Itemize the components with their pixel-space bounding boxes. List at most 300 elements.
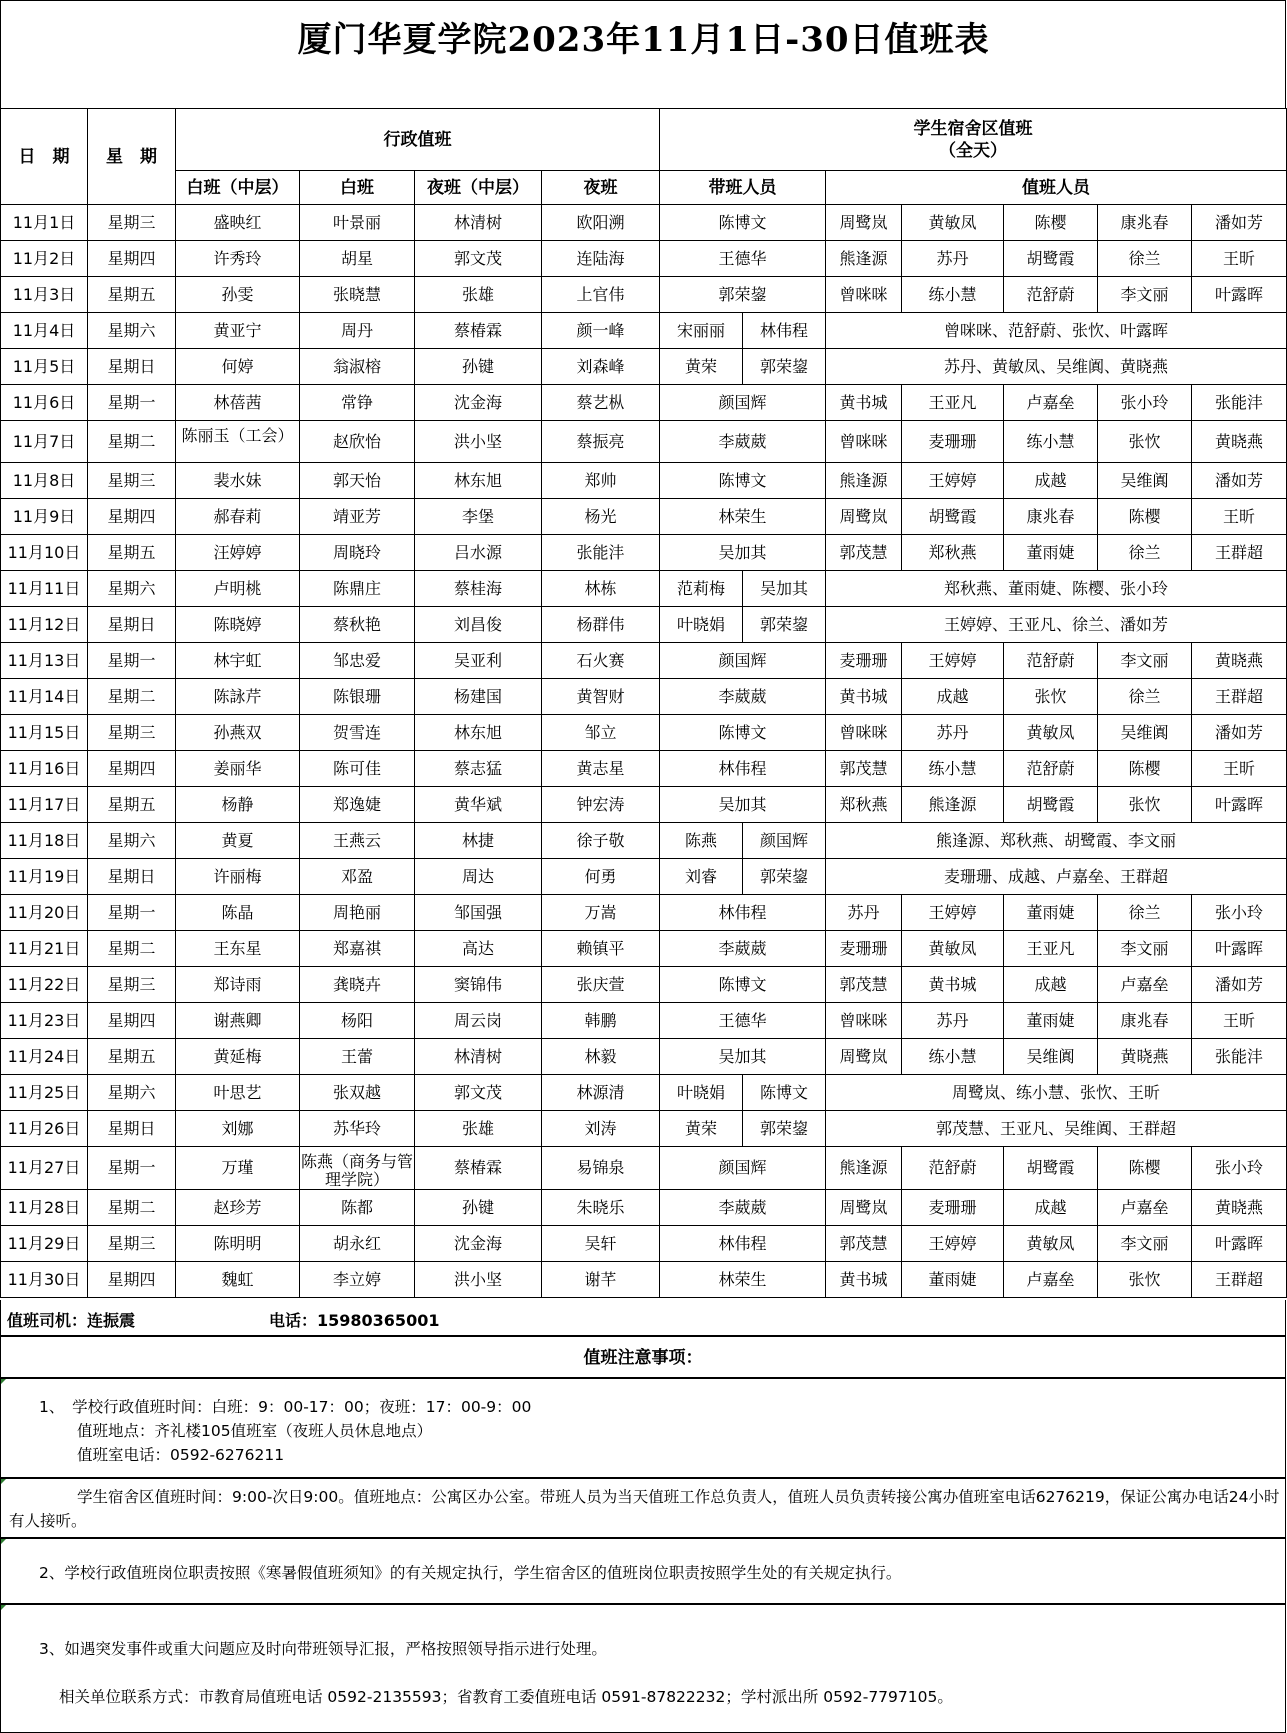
- note-2-text: 2、学校行政值班岗位职责按照《寒暑假值班须知》的有关规定执行，学生宿舍区的值班岗位职责按照学生处的有关规定执行。: [39, 1564, 902, 1582]
- cell-day: 周丹: [300, 313, 415, 349]
- cell-marker: [1, 1539, 6, 1544]
- cell-night-mid: 刘昌俊: [415, 607, 542, 643]
- cell-staff: 黄晓燕: [1098, 1039, 1192, 1075]
- cell-night: 杨群伟: [542, 607, 660, 643]
- cell-night-mid: 张雄: [415, 277, 542, 313]
- cell-night: 蔡振亮: [542, 421, 660, 463]
- cell-staff: 卢嘉垒: [1098, 1190, 1192, 1226]
- cell-day: 周晓玲: [300, 535, 415, 571]
- cell-night-mid: 蔡椿霖: [415, 313, 542, 349]
- cell-weekday: 星期四: [88, 241, 176, 277]
- cell-staff: 张小玲: [1192, 1147, 1287, 1190]
- cell-day-mid: 陈明明: [176, 1226, 300, 1262]
- cell-staff: 卢嘉垒: [1098, 967, 1192, 1003]
- cell-staff: 熊逢源: [826, 1147, 902, 1190]
- cell-staff: 练小慧: [902, 751, 1004, 787]
- cell-date: 11月2日: [1, 241, 88, 277]
- table-row: [1, 787, 1287, 823]
- cell-leader: 郭荣鋆: [743, 859, 826, 895]
- cell-leader: 李葳葳: [660, 931, 826, 967]
- cell-day-mid: 黄亚宁: [176, 313, 300, 349]
- table-row: [1, 715, 1287, 751]
- cell-staff: 成越: [1004, 1190, 1098, 1226]
- cell-night-mid: 蔡椿霖: [415, 1147, 542, 1190]
- cell-staff: 李文丽: [1098, 643, 1192, 679]
- cell-staff: 黄敏凤: [1004, 715, 1098, 751]
- driver-label: 值班司机：连振震: [7, 1311, 136, 1330]
- cell-staff: 董雨婕: [1004, 895, 1098, 931]
- note-dorm-text: 学生宿舍区值班时间：9:00-次日9:00。值班地点：公寓区办公室。带班人员为当天值班工作总负责人，值班人员负责转接公寓办值班室电话6276219，保证公寓办电话24小时有人接听。: [9, 1488, 1280, 1530]
- cell-staff: 张忺: [1004, 679, 1098, 715]
- cell-staff: 徐兰: [1098, 679, 1192, 715]
- cell-leader: 宋丽丽: [660, 313, 743, 349]
- note-1-line-1: 1、 学校行政值班时间：白班：9：00-17：00；夜班：17：00-9：00: [39, 1398, 532, 1416]
- cell-night-mid: 杨建国: [415, 679, 542, 715]
- cell-staff: 黄书城: [826, 385, 902, 421]
- cell-day-mid: 赵珍芳: [176, 1190, 300, 1226]
- cell-night: 张庆萱: [542, 967, 660, 1003]
- header-weekday: 星 期: [88, 109, 176, 205]
- cell-day: 郭天怡: [300, 463, 415, 499]
- cell-staff: 熊逢源: [902, 787, 1004, 823]
- cell-night-mid: 吕水源: [415, 535, 542, 571]
- cell-date: 11月25日: [1, 1075, 88, 1111]
- cell-night: 郑帅: [542, 463, 660, 499]
- cell-staff: 周鹭岚: [826, 499, 902, 535]
- cell-day: 张晓慧: [300, 277, 415, 313]
- cell-staff: 王群超: [1192, 679, 1287, 715]
- cell-staff: 练小慧: [1004, 421, 1098, 463]
- table-row: [1, 1226, 1287, 1262]
- cell-night-mid: 邹国强: [415, 895, 542, 931]
- cell-weekday: 星期一: [88, 643, 176, 679]
- cell-weekday: 星期三: [88, 967, 176, 1003]
- cell-staff: 潘如芳: [1192, 205, 1287, 241]
- cell-leader: 叶晓娟: [660, 607, 743, 643]
- cell-staff: 曾咪咪: [826, 421, 902, 463]
- cell-weekday: 星期一: [88, 1147, 176, 1190]
- cell-staff: 苏丹: [902, 1003, 1004, 1039]
- cell-night: 上官伟: [542, 277, 660, 313]
- cell-staff: 王婷婷: [902, 1226, 1004, 1262]
- cell-date: 11月29日: [1, 1226, 88, 1262]
- cell-staff: 黄书城: [826, 679, 902, 715]
- cell-leader: 陈燕: [660, 823, 743, 859]
- cell-staff: 张忺: [1098, 1262, 1192, 1298]
- cell-weekday: 星期六: [88, 571, 176, 607]
- cell-staff: 王昕: [1192, 751, 1287, 787]
- cell-staff: 熊逢源: [826, 241, 902, 277]
- cell-day-mid: 杨静: [176, 787, 300, 823]
- cell-staff: 潘如芳: [1192, 967, 1287, 1003]
- cell-leader: 吴加其: [660, 535, 826, 571]
- header-night: 夜班: [542, 171, 660, 205]
- cell-day-mid: 陈晓婷: [176, 607, 300, 643]
- cell-weekday: 星期六: [88, 1075, 176, 1111]
- cell-date: 11月3日: [1, 277, 88, 313]
- driver-row: [0, 1300, 1286, 1336]
- table-row: [1, 967, 1287, 1003]
- cell-weekday: 星期五: [88, 1039, 176, 1075]
- cell-date: 11月4日: [1, 313, 88, 349]
- cell-date: 11月1日: [1, 205, 88, 241]
- cell-date: 11月6日: [1, 385, 88, 421]
- cell-day: 李立婷: [300, 1262, 415, 1298]
- table-row: [1, 1190, 1287, 1226]
- cell-staff: 熊逢源: [826, 463, 902, 499]
- cell-night-mid: 黄华斌: [415, 787, 542, 823]
- cell-staff: 王婷婷: [902, 643, 1004, 679]
- cell-day-mid: 孙燕双: [176, 715, 300, 751]
- cell-staff: 李文丽: [1098, 1226, 1192, 1262]
- cell-staff: 叶露晖: [1192, 931, 1287, 967]
- cell-staff: 麦珊珊: [902, 1190, 1004, 1226]
- cell-weekday: 星期三: [88, 205, 176, 241]
- cell-date: 11月28日: [1, 1190, 88, 1226]
- note-1-line-3: 值班室电话：0592-6276211: [77, 1446, 285, 1464]
- cell-night: 石火赛: [542, 643, 660, 679]
- cell-leader: 林伟程: [660, 895, 826, 931]
- cell-staff: 黄书城: [902, 967, 1004, 1003]
- cell-marker: [1, 1605, 6, 1610]
- cell-staff: 黄敏凤: [902, 205, 1004, 241]
- cell-leader: 叶晓娟: [660, 1075, 743, 1111]
- cell-night: 刘森峰: [542, 349, 660, 385]
- cell-staff: 董雨婕: [1004, 535, 1098, 571]
- cell-staff: 成越: [1004, 967, 1098, 1003]
- cell-day: 周艳丽: [300, 895, 415, 931]
- cell-day: 翁淑榕: [300, 349, 415, 385]
- cell-leader: 黄荣: [660, 1111, 743, 1147]
- cell-staff: 康兆春: [1004, 499, 1098, 535]
- cell-night: 颜一峰: [542, 313, 660, 349]
- cell-date: 11月7日: [1, 421, 88, 463]
- cell-staff: 李文丽: [1098, 277, 1192, 313]
- cell-day-mid: 郑诗雨: [176, 967, 300, 1003]
- cell-night-mid: 窦锦伟: [415, 967, 542, 1003]
- cell-leader: 郭荣鋆: [743, 607, 826, 643]
- table-row: [1, 241, 1287, 277]
- cell-staff: 麦珊珊: [826, 643, 902, 679]
- cell-staff: 康兆春: [1098, 205, 1192, 241]
- cell-day: 蔡秋艳: [300, 607, 415, 643]
- cell-staff: 郭茂慧: [826, 967, 902, 1003]
- contacts-text: 相关单位联系方式：市教育局值班电话 0592-2135593；省教育工委值班电话 0591-87822232；学村派出所 0592-7797105。: [59, 1688, 953, 1706]
- table-row: [1, 571, 1287, 607]
- cell-day: 胡永红: [300, 1226, 415, 1262]
- table-row: [1, 1262, 1287, 1298]
- cell-marker: [1, 1379, 6, 1384]
- cell-staff: 黄晓燕: [1192, 421, 1287, 463]
- cell-weekday: 星期三: [88, 715, 176, 751]
- cell-night-mid: 蔡桂海: [415, 571, 542, 607]
- cell-leader: 陈博文: [660, 463, 826, 499]
- cell-night: 连陆海: [542, 241, 660, 277]
- cell-staff: 周鹭岚: [826, 205, 902, 241]
- cell-weekday: 星期三: [88, 1226, 176, 1262]
- cell-night-mid: 郭文茂: [415, 241, 542, 277]
- cell-night-mid: 吴亚利: [415, 643, 542, 679]
- cell-night: 杨光: [542, 499, 660, 535]
- cell-leader: 林伟程: [660, 751, 826, 787]
- cell-staff: 王婷婷: [902, 463, 1004, 499]
- cell-night-mid: 郭文茂: [415, 1075, 542, 1111]
- cell-staff-group: 曾咪咪、范舒蔚、张忺、叶露晖: [826, 313, 1287, 349]
- note-1-line-2: 值班地点：齐礼楼105值班室（夜班人员休息地点）: [77, 1422, 433, 1440]
- cell-night-mid: 洪小坚: [415, 1262, 542, 1298]
- header-staff: 值班人员: [826, 171, 1287, 205]
- cell-staff: 王婷婷: [902, 895, 1004, 931]
- cell-staff: 曾咪咪: [826, 1003, 902, 1039]
- table-row: [1, 1039, 1287, 1075]
- cell-day: 陈银珊: [300, 679, 415, 715]
- cell-leader: 黄荣: [660, 349, 743, 385]
- cell-staff: 吴维阗: [1098, 715, 1192, 751]
- cell-leader: 林伟程: [660, 1226, 826, 1262]
- table-row: [1, 859, 1287, 895]
- cell-weekday: 星期日: [88, 607, 176, 643]
- cell-staff: 范舒蔚: [902, 1147, 1004, 1190]
- table-row: [1, 421, 1287, 463]
- header-dorm-duty: [660, 109, 1287, 171]
- cell-weekday: 星期五: [88, 277, 176, 313]
- cell-day: 郑逸婕: [300, 787, 415, 823]
- cell-night: 林源清: [542, 1075, 660, 1111]
- header-day-mid: 白班（中层）: [176, 171, 300, 205]
- cell-staff: 吴维阗: [1004, 1039, 1098, 1075]
- cell-staff-group: 熊逢源、郑秋燕、胡鹭霞、李文丽: [826, 823, 1287, 859]
- cell-night-mid: 林东旭: [415, 715, 542, 751]
- cell-night-mid: 林清树: [415, 1039, 542, 1075]
- cell-date: 11月11日: [1, 571, 88, 607]
- cell-staff-group: 周鹭岚、练小慧、张忺、王昕: [826, 1075, 1287, 1111]
- table-row: [1, 751, 1287, 787]
- cell-night-mid: 孙键: [415, 1190, 542, 1226]
- cell-day-mid: 盛映红: [176, 205, 300, 241]
- cell-staff: 徐兰: [1098, 535, 1192, 571]
- cell-staff: 李文丽: [1098, 931, 1192, 967]
- cell-weekday: 星期四: [88, 499, 176, 535]
- cell-staff: 黄书城: [826, 1262, 902, 1298]
- cell-date: 11月16日: [1, 751, 88, 787]
- cell-day: 苏华玲: [300, 1111, 415, 1147]
- cell-staff-group: 苏丹、黄敏凤、吴维阗、黄晓燕: [826, 349, 1287, 385]
- cell-day: 胡星: [300, 241, 415, 277]
- note-item-2: [0, 1538, 1286, 1604]
- cell-weekday: 星期一: [88, 895, 176, 931]
- cell-staff: 胡鹭霞: [902, 499, 1004, 535]
- cell-staff: 郑秋燕: [902, 535, 1004, 571]
- cell-staff: 董雨婕: [902, 1262, 1004, 1298]
- cell-date: 11月24日: [1, 1039, 88, 1075]
- cell-day-mid: 林蓓茜: [176, 385, 300, 421]
- cell-leader: 刘睿: [660, 859, 743, 895]
- header-dorm-subtitle: （全天）: [939, 140, 1007, 161]
- cell-staff: 陈樱: [1004, 205, 1098, 241]
- cell-night: 吴轩: [542, 1226, 660, 1262]
- cell-leader: 林荣生: [660, 1262, 826, 1298]
- cell-date: 11月17日: [1, 787, 88, 823]
- cell-staff: 黄晓燕: [1192, 643, 1287, 679]
- cell-leader: 陈博文: [660, 205, 826, 241]
- cell-staff: 王群超: [1192, 535, 1287, 571]
- cell-staff: 王昕: [1192, 241, 1287, 277]
- cell-leader: 吴加其: [660, 1039, 826, 1075]
- cell-day: 贺雪连: [300, 715, 415, 751]
- cell-staff: 张忺: [1098, 787, 1192, 823]
- table-row: [1, 607, 1287, 643]
- table-row: [1, 277, 1287, 313]
- cell-date: 11月14日: [1, 679, 88, 715]
- cell-date: 11月10日: [1, 535, 88, 571]
- cell-day-mid: 陈丽玉（工会）: [176, 421, 300, 463]
- cell-staff: 董雨婕: [1004, 1003, 1098, 1039]
- cell-staff-group: 郭茂慧、王亚凡、吴维阗、王群超: [826, 1111, 1287, 1147]
- cell-day-mid: 黄夏: [176, 823, 300, 859]
- cell-staff: 潘如芳: [1192, 463, 1287, 499]
- table-row: [1, 895, 1287, 931]
- header-night-mid: 夜班（中层）: [415, 171, 542, 205]
- cell-staff: 曾咪咪: [826, 715, 902, 751]
- cell-date: 11月27日: [1, 1147, 88, 1190]
- cell-leader: 郭荣鋆: [743, 349, 826, 385]
- table-row: [1, 463, 1287, 499]
- cell-night-mid: 沈金海: [415, 1226, 542, 1262]
- cell-staff: 王昕: [1192, 1003, 1287, 1039]
- cell-date: 11月26日: [1, 1111, 88, 1147]
- cell-weekday: 星期四: [88, 1003, 176, 1039]
- cell-staff: 范舒蔚: [1004, 751, 1098, 787]
- table-row: [1, 535, 1287, 571]
- table-row: [1, 931, 1287, 967]
- cell-day-mid: 许秀玲: [176, 241, 300, 277]
- cell-staff: 苏丹: [826, 895, 902, 931]
- cell-staff: 黄敏凤: [902, 931, 1004, 967]
- cell-date: 11月23日: [1, 1003, 88, 1039]
- cell-staff: 曾咪咪: [826, 277, 902, 313]
- cell-staff: 黄敏凤: [1004, 1226, 1098, 1262]
- cell-weekday: 星期五: [88, 535, 176, 571]
- cell-staff: 张能沣: [1192, 1039, 1287, 1075]
- cell-night-mid: 林东旭: [415, 463, 542, 499]
- cell-leader: 郭荣鋆: [660, 277, 826, 313]
- cell-night: 蔡艺枞: [542, 385, 660, 421]
- cell-weekday: 星期二: [88, 931, 176, 967]
- cell-staff: 周鹭岚: [826, 1039, 902, 1075]
- cell-staff: 张忺: [1098, 421, 1192, 463]
- table-row: [1, 349, 1287, 385]
- cell-staff: 王群超: [1192, 1262, 1287, 1298]
- cell-staff: 张小玲: [1098, 385, 1192, 421]
- cell-day: 张双越: [300, 1075, 415, 1111]
- cell-day-mid: 刘娜: [176, 1111, 300, 1147]
- cell-night-mid: 周达: [415, 859, 542, 895]
- cell-staff-group: 王婷婷、王亚凡、徐兰、潘如芳: [826, 607, 1287, 643]
- cell-leader: 王德华: [660, 1003, 826, 1039]
- cell-weekday: 星期四: [88, 751, 176, 787]
- cell-date: 11月21日: [1, 931, 88, 967]
- cell-weekday: 星期二: [88, 1190, 176, 1226]
- cell-night: 黄志星: [542, 751, 660, 787]
- cell-weekday: 星期一: [88, 385, 176, 421]
- cell-night-mid: 沈金海: [415, 385, 542, 421]
- roster-table: [0, 108, 1287, 1298]
- cell-staff: 徐兰: [1098, 241, 1192, 277]
- cell-staff-group: 麦珊珊、成越、卢嘉垒、王群超: [826, 859, 1287, 895]
- cell-night: 刘涛: [542, 1111, 660, 1147]
- cell-leader: 李葳葳: [660, 421, 826, 463]
- cell-staff: 郑秋燕: [826, 787, 902, 823]
- header-date: 日 期: [1, 109, 88, 205]
- cell-day: 杨阳: [300, 1003, 415, 1039]
- cell-leader: 李葳葳: [660, 1190, 826, 1226]
- cell-day-mid: 黄延梅: [176, 1039, 300, 1075]
- cell-day: 陈都: [300, 1190, 415, 1226]
- cell-day: 邓盈: [300, 859, 415, 895]
- table-row: [1, 1111, 1287, 1147]
- table-row: [1, 385, 1287, 421]
- cell-day-mid: 孙雯: [176, 277, 300, 313]
- cell-staff: 麦珊珊: [902, 421, 1004, 463]
- cell-staff: 张能沣: [1192, 385, 1287, 421]
- cell-night-mid: 高达: [415, 931, 542, 967]
- header-day: 白班: [300, 171, 415, 205]
- note-item-1: [0, 1378, 1286, 1478]
- cell-night: 黄智财: [542, 679, 660, 715]
- cell-day: 叶景丽: [300, 205, 415, 241]
- cell-night-mid: 洪小坚: [415, 421, 542, 463]
- cell-night-mid: 林捷: [415, 823, 542, 859]
- cell-day: 陈鼎庄: [300, 571, 415, 607]
- cell-night-mid: 张雄: [415, 1111, 542, 1147]
- cell-staff: 成越: [902, 679, 1004, 715]
- cell-leader: 吴加其: [743, 571, 826, 607]
- cell-weekday: 星期日: [88, 859, 176, 895]
- cell-leader: 颜国辉: [743, 823, 826, 859]
- cell-night: 赖镇平: [542, 931, 660, 967]
- cell-staff-group: 郑秋燕、董雨婕、陈樱、张小玲: [826, 571, 1287, 607]
- cell-staff: 范舒蔚: [1004, 643, 1098, 679]
- cell-leader: 范莉梅: [660, 571, 743, 607]
- cell-date: 11月30日: [1, 1262, 88, 1298]
- cell-staff: 胡鹭霞: [1004, 1147, 1098, 1190]
- cell-day-mid: 汪婷婷: [176, 535, 300, 571]
- table-row: [1, 1003, 1287, 1039]
- cell-date: 11月12日: [1, 607, 88, 643]
- cell-leader: 颜国辉: [660, 1147, 826, 1190]
- cell-marker: [1, 1479, 6, 1484]
- cell-day-mid: 叶思艺: [176, 1075, 300, 1111]
- cell-weekday: 星期二: [88, 421, 176, 463]
- cell-day-mid: 许丽梅: [176, 859, 300, 895]
- table-row: [1, 643, 1287, 679]
- cell-night: 朱晓乐: [542, 1190, 660, 1226]
- cell-staff: 王昕: [1192, 499, 1287, 535]
- notes-heading: 值班注意事项：: [0, 1336, 1286, 1378]
- cell-staff: 张小玲: [1192, 895, 1287, 931]
- cell-night: 谢芊: [542, 1262, 660, 1298]
- cell-weekday: 星期二: [88, 679, 176, 715]
- cell-staff: 吴维阗: [1098, 463, 1192, 499]
- cell-night: 钟宏涛: [542, 787, 660, 823]
- table-row: [1, 499, 1287, 535]
- cell-leader: 林荣生: [660, 499, 826, 535]
- table-row: [1, 823, 1287, 859]
- table-row: [1, 205, 1287, 241]
- cell-leader: 郭荣鋆: [743, 1111, 826, 1147]
- cell-night: 易锦泉: [542, 1147, 660, 1190]
- cell-staff: 王亚凡: [1004, 931, 1098, 967]
